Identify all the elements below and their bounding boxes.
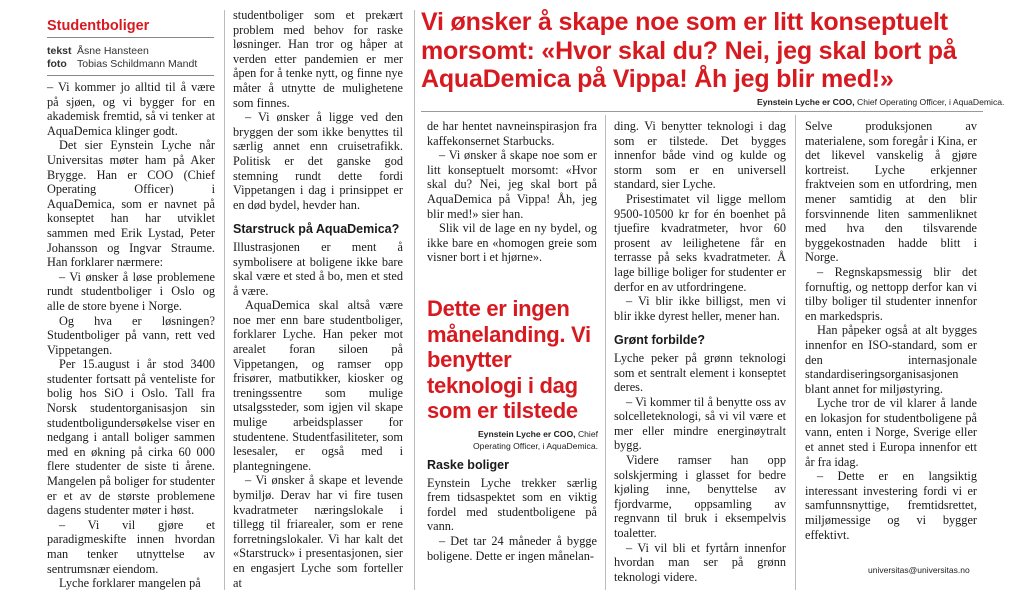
body-paragraph: Prisestimatet vil ligge mellom 9500-10500 kr for én boenhet på tjuefire kvadratmeter, hvor 60 prosent av leilighetene får en terrasse på seks kvadratmeter. Å lage billige boliger for studenter er derfor en av utfordringene. bbox=[614, 191, 786, 294]
column-5 bbox=[805, 119, 977, 542]
body-paragraph: Selve produksjonen av materialene, som foregår i Kina, er det likevel vanskelig å gjøre kortreist. Lyche erkjenner fraktveien som en utfordring, men mener samtidig at den blir forsvinnende liten sammenliknet med hva den tilsvarende byggekostnaden hadde blitt i Norge. bbox=[805, 119, 977, 265]
body-paragraph: – Vi vil gjøre et paradigmeskifte innen hvordan man tenker utnyttelse av sentrumsnær eiendom. bbox=[47, 517, 215, 576]
pullquote-credit bbox=[440, 428, 598, 452]
byline-text-label: tekst bbox=[47, 45, 72, 57]
pullquote-credit-role: Chief Operating Officer, i AquaDemica. bbox=[473, 429, 598, 451]
body-paragraph: – Regnskapsmessig blir det fornuftig, og nettopp derfor kan vi tilby boliger til studenter innenfor en markedspris. bbox=[805, 264, 977, 323]
body-paragraph: – Vi kommer til å benytte oss av solcelleteknologi, så vi vil være et mer eller mindre energinøytralt bygg. bbox=[614, 394, 786, 453]
subheading: Starstruck på AquaDemica? bbox=[233, 222, 400, 237]
body-paragraph: Det sier Eynstein Lyche når Universitas møter ham på Aker Brygge. Han er COO (Chief Operating Officer) i AquaDemica, som er navnet på konseptet han har utviklet sammen med Erik Lystad, Peter Johansson og Ingvar Straume. Han forklarer nærmere: bbox=[47, 138, 215, 270]
subheading: Raske boliger bbox=[427, 458, 509, 472]
body-paragraph: – Det tar 24 måneder å bygge boligene. Dette er ingen månelan- bbox=[427, 533, 597, 563]
body-paragraph: – Vi ønsker å ligge ved den bryggen der som ikke benyttes til særlig annet enn cruisetrafikk. Politisk er det ganske god stemning rundt dette fordi Vippetangen i dag i prinsippet er en død bydel, hevder han. bbox=[233, 110, 403, 212]
body-paragraph: studentboliger som et prekært problem med behov for raske løsninger. Han tror og håper at verden etter pandemien er mer åpen for å tenke nytt, og finne nye måter å utnytte de mulighetene som finnes. bbox=[233, 8, 403, 110]
footer-email: universitas@universitas.no bbox=[868, 565, 970, 575]
body-paragraph: Per 15.august i år stod 3400 studenter fortsatt på venteliste for bolig hos SiO i Oslo. Tall fra Norsk studentorganisasjon sin studentboligundersøkelse viser en nedgang i antall boliger sammen med en økning på cirka 60 000 flere studenter de siste ti årene. Mangelen på boliger for studenter er et av de største problemene dagens studenter møter i høst. bbox=[47, 357, 215, 518]
column-divider bbox=[605, 115, 606, 590]
column-3-top bbox=[427, 119, 597, 265]
byline bbox=[47, 45, 214, 76]
body-paragraph: Lyche forklarer mangelen på bbox=[59, 576, 201, 591]
column-1 bbox=[47, 80, 215, 591]
body-paragraph: AquaDemica skal altså være noe mer enn bare studentboliger, forklarer Lyche. Han peker mot arealet foran siloen på Vippetangen, og ramser opp frisører, matbutikker, kiosker og treningssentre som mulige utsalgssteder, som igjen vil skape mulige arbeidsplasser for studentene. Studentfasiliteter, som lesesaler, er også med i plantegningene. bbox=[233, 298, 403, 473]
byline-text-author: Åsne Hansteen bbox=[77, 45, 149, 57]
body-paragraph: – Vi ønsker å løse problemene rundt studentboliger i Oslo og alle de store byene i Norge. bbox=[47, 269, 215, 313]
column-4 bbox=[614, 119, 786, 584]
body-paragraph: Eynstein Lyche trekker særlig frem tidsaspektet som en viktig fordel med studentboligene på vann. bbox=[427, 475, 597, 534]
body-paragraph: Og hva er løsningen? Studentboliger på vann, rett ved Vippetangen. bbox=[47, 313, 215, 357]
body-paragraph: Han påpeker også at alt bygges innenfor en ISO-standard, som er den internasjonale standardiseringsorganisasjonen blant annet for miljøstyring. bbox=[805, 323, 977, 396]
subheading: Grønt forbilde? bbox=[614, 333, 705, 348]
headline-credit bbox=[757, 96, 1004, 108]
body-paragraph: Lyche tror de vil klarer å lande en lokasjon for studentboligene på vann, enten i Norge, Sverige eller et annet sted i Europa innenfor ett år fra idag. bbox=[805, 396, 977, 469]
byline-photo-author: Tobias Schildmann Mandt bbox=[77, 58, 198, 70]
body-paragraph: Illustrasjonen er ment å symbolisere at boligene ikke bare skal være et sted å bo, men et sted å være. bbox=[233, 239, 403, 298]
column-divider bbox=[414, 10, 415, 590]
column-divider bbox=[224, 10, 225, 590]
pull-quote: Dette er ingen månelanding. Vi benytter teknologi i dag som er tilstede bbox=[427, 296, 591, 423]
headline-credit-name: Eynstein Lyche er COO, bbox=[757, 97, 855, 107]
body-paragraph: Lyche peker på grønn teknologi som et sentralt element i konseptet deres. bbox=[614, 350, 786, 395]
body-paragraph: ding. Vi benytter teknologi i dag som er tilstede. Det bygges innenfor både vind og kulde og storm som er en universell standard, sier Lyche. bbox=[614, 119, 786, 192]
body-paragraph: – Vi vil bli et fyrtårn innenfor hvordan man ser på grønn teknologi videre. bbox=[614, 540, 786, 584]
headline-credit-role: Chief Operating Officer, i AquaDemica. bbox=[856, 97, 1005, 107]
body-paragraph: – Vi blir ikke billigst, men vi blir ikke dyrest heller, mener han. bbox=[614, 294, 786, 323]
column-2 bbox=[233, 8, 403, 590]
body-paragraph: – Vi ønsker å skape noe som er litt konseptuelt morsomt: «Hvor skal du? Nei, jeg skal bort på AquaDemica på Vippa! Åh, jeg blir med!» sier han. bbox=[427, 148, 597, 221]
body-paragraph: – Vi kommer jo alltid til å være på sjøen, og vi bygger for en akademisk fremtid, så vi tenker at AquaDemica klinger godt. bbox=[47, 80, 215, 138]
headline-rule bbox=[421, 111, 983, 112]
section-title: Studentboliger bbox=[47, 18, 214, 38]
body-paragraph: Videre ramser han opp solskjerming i glasset for bedre kjøling inne, benyttelse av fjordvarme, oppsamling av regnvann til bruk i eksempelvis toaletter. bbox=[614, 453, 786, 541]
body-paragraph: – Dette er en langsiktig interessant investering fordi vi er samfunnsnyttige, fremtidsrettet, miljømessige og vi bygger effektivt. bbox=[805, 469, 977, 542]
column-divider bbox=[795, 115, 796, 590]
headline: Vi ønsker å skape noe som er litt konseptuelt morsomt: «Hvor skal du? Nei, jeg skal bort på AquaDemica på Vippa! Åh jeg blir med!» bbox=[421, 8, 957, 93]
column-3-bottom bbox=[427, 458, 597, 563]
byline-photo-label: foto bbox=[47, 58, 67, 70]
body-paragraph: – Vi ønsker å skape et levende bymiljø. Derav har vi fire tusen kvadratmeter næringslokale i tillegg til friarealer, som er rene forretningslokaler. Vi har kalt det «Starstruck» i presentasjonen, sier en engasjert Lyche som forteller at bbox=[233, 473, 403, 590]
pullquote-credit-name: Eynstein Lyche er COO, bbox=[477, 429, 576, 439]
body-paragraph: Slik vil de lage en ny bydel, og ikke bare en «homogen greie som visner bort i et hjørne». bbox=[427, 221, 597, 265]
body-paragraph: de har hentet navneinspirasjon fra kaffekonsernet Starbucks. bbox=[427, 119, 597, 148]
